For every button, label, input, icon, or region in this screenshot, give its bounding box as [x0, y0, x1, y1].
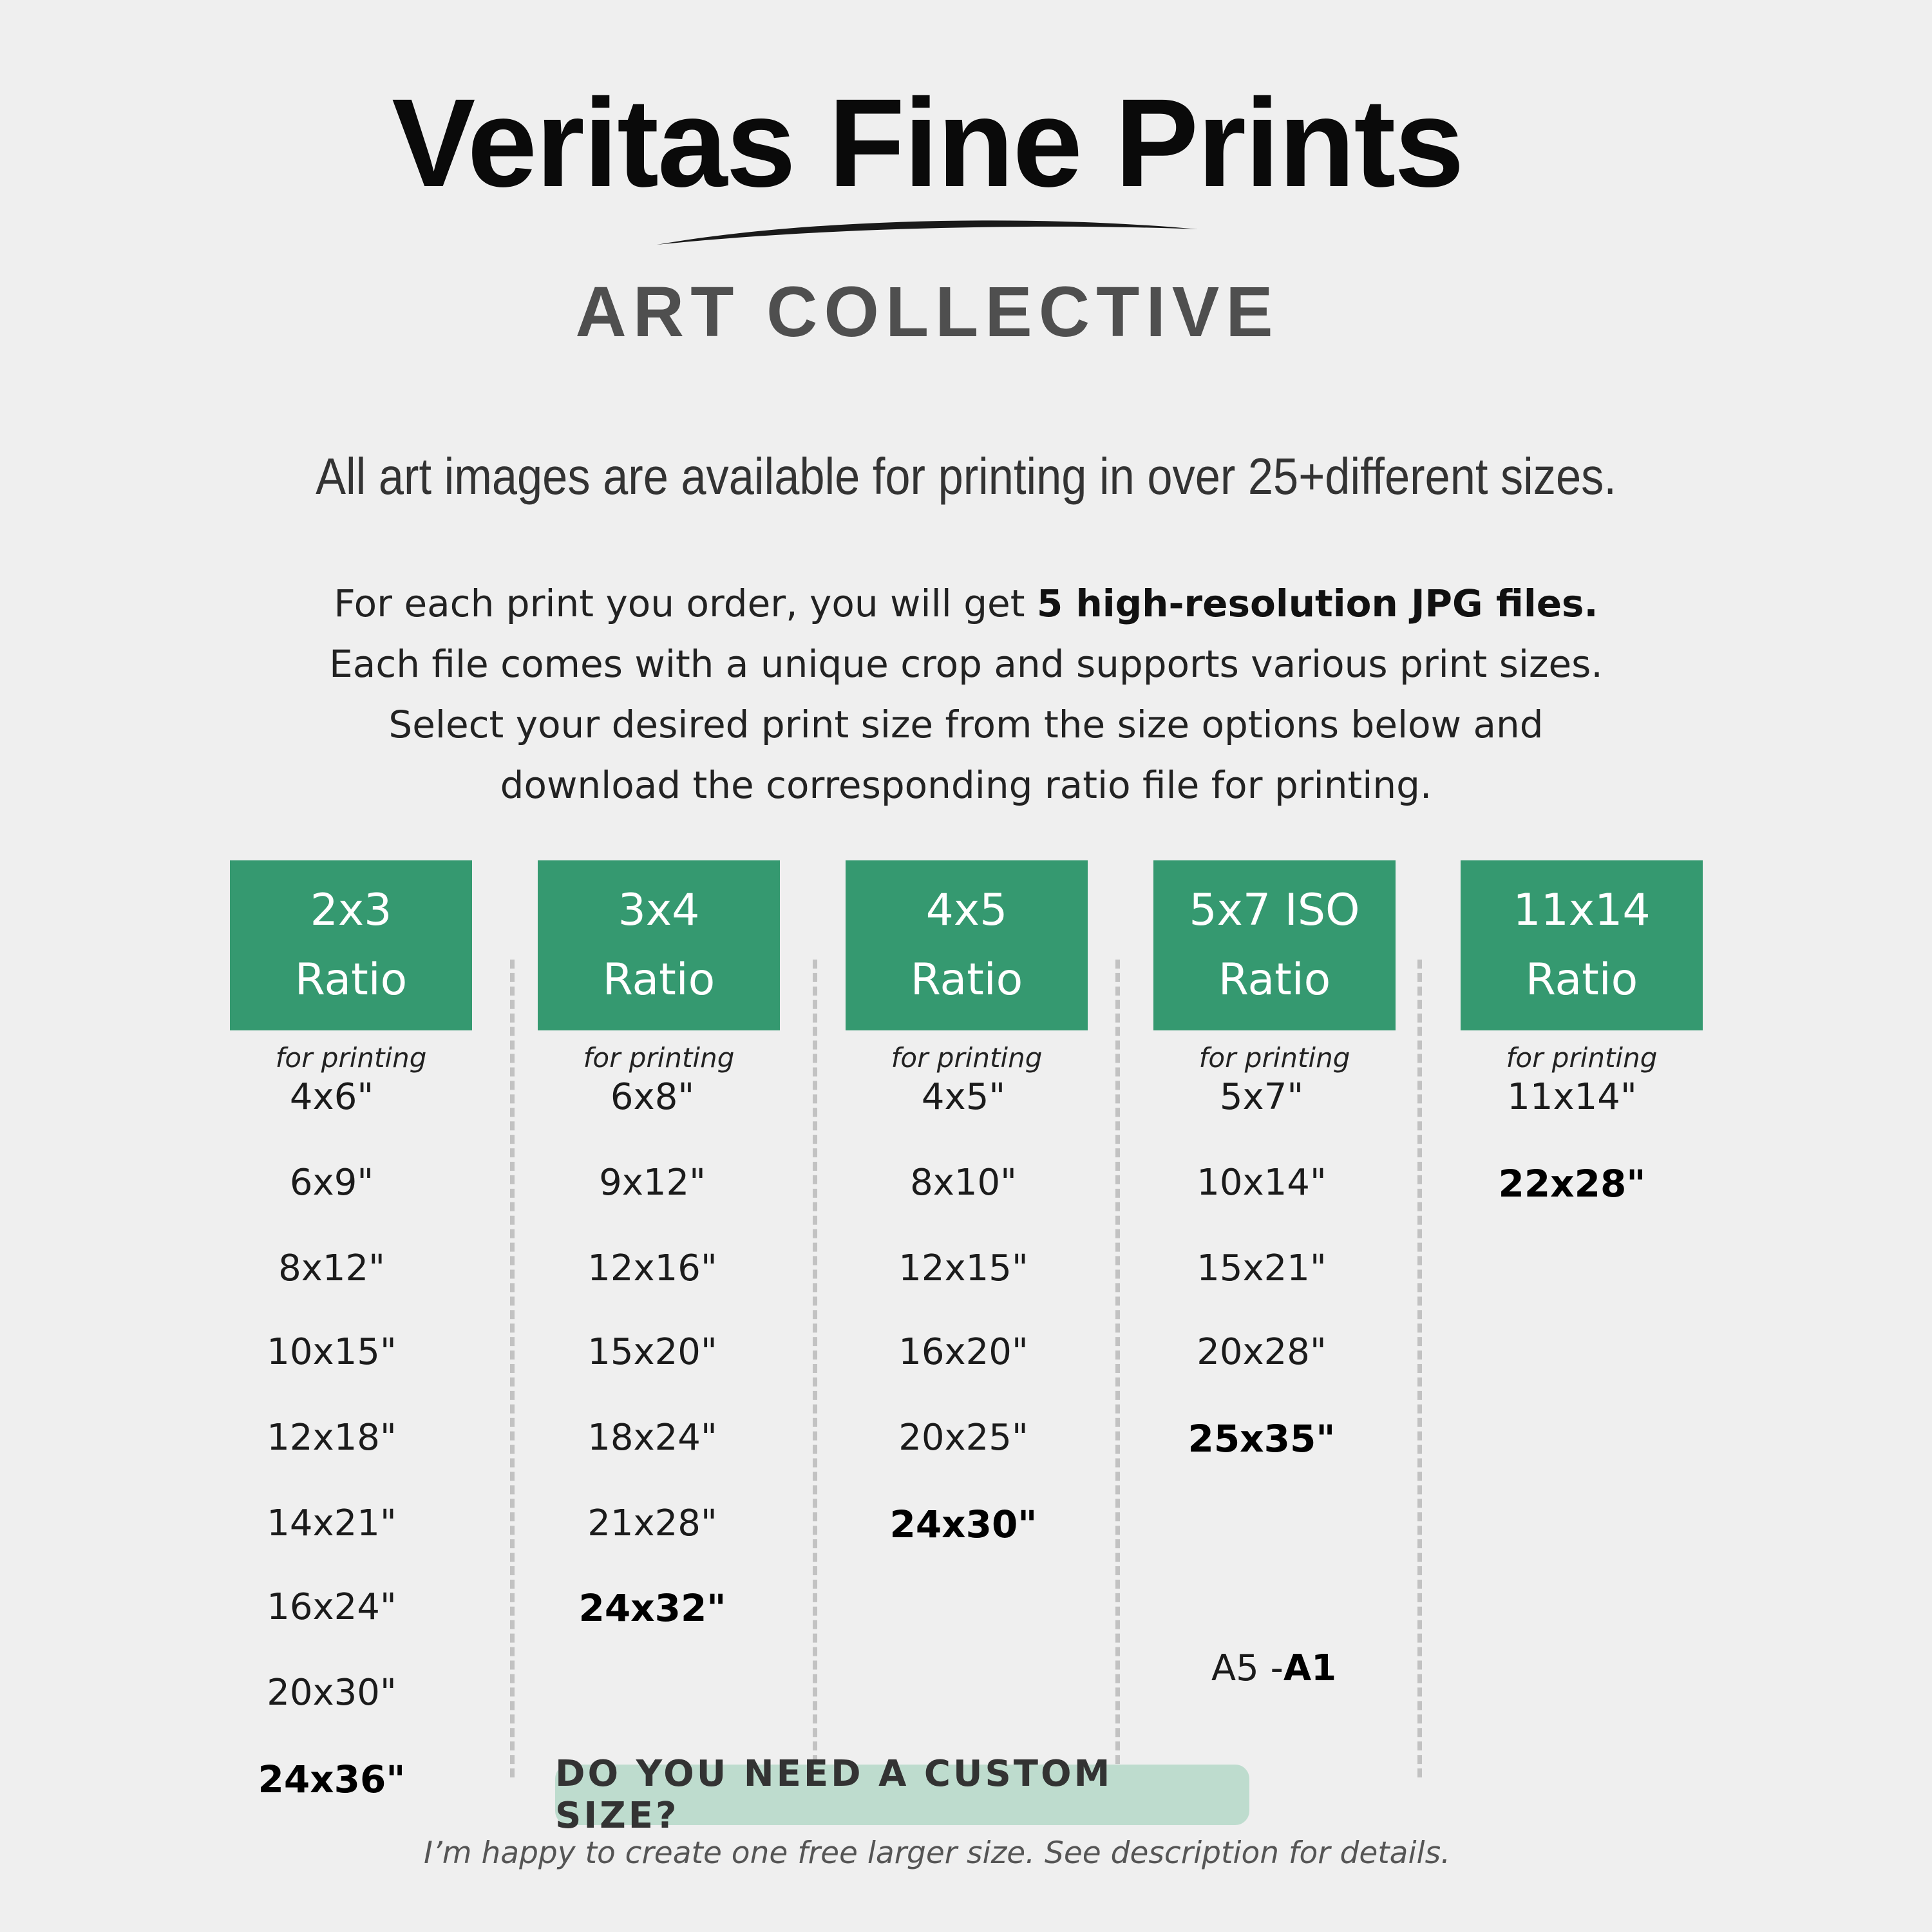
column-divider — [1115, 960, 1120, 1777]
column-divider — [813, 960, 817, 1777]
intro-line-1-text: For each print you order, you will get — [334, 582, 1037, 625]
ratio-name: 5x7 ISO — [1189, 885, 1360, 936]
custom-size-note: I’m happy to create one free larger size. See description for details. — [423, 1835, 1451, 1871]
ratio-column-11x14 — [1461, 860, 1703, 1206]
custom-size-banner: DO YOU NEED A CUSTOM SIZE? — [555, 1765, 1249, 1825]
size-item: 10x14" — [1197, 1162, 1327, 1204]
size-item: 16x24" — [267, 1586, 397, 1628]
intro-line-3: Select your desired print size from the size options below and — [388, 703, 1544, 746]
size-item: 6x8" — [610, 1076, 695, 1118]
ratio-column-4x5 — [846, 860, 1088, 1546]
ratio-column-5x7-iso — [1153, 860, 1396, 1461]
size-item-largest: 24x36" — [258, 1757, 406, 1801]
ratio-caption: for printing — [1506, 1042, 1658, 1074]
column-divider — [510, 960, 515, 1777]
ratio-header — [1461, 860, 1703, 1030]
intro-text — [129, 573, 1803, 815]
size-item: 9x12" — [599, 1162, 706, 1204]
size-item: 20x28" — [1197, 1331, 1327, 1373]
size-item: 6x9" — [289, 1162, 374, 1204]
intro-line-1-bold: 5 high-resolution JPG files. — [1036, 582, 1598, 625]
ratio-label: Ratio — [602, 954, 715, 1005]
size-item: 4x5" — [921, 1076, 1006, 1118]
size-item-largest: 24x30" — [889, 1502, 1037, 1546]
size-item: 14x21" — [267, 1502, 397, 1544]
size-item: 12x18" — [267, 1417, 397, 1459]
ratio-name: 11x14 — [1513, 885, 1651, 936]
ratio-header — [846, 860, 1088, 1030]
ratio-label: Ratio — [1525, 954, 1638, 1005]
size-item: 20x25" — [898, 1417, 1028, 1459]
size-item: 5x7" — [1219, 1076, 1304, 1118]
headline: All art images are available for printing in over 25+different sizes. — [316, 448, 1616, 505]
size-item: 4x6" — [289, 1076, 374, 1118]
size-item-largest: 22x28" — [1498, 1162, 1646, 1206]
ratio-name: 3x4 — [618, 885, 700, 936]
size-item: 12x16" — [587, 1247, 717, 1289]
size-item: 10x15" — [267, 1331, 397, 1373]
ratio-column-2x3 — [230, 860, 472, 1801]
ratio-label: Ratio — [1218, 954, 1331, 1005]
size-item-largest: 25x35" — [1188, 1417, 1336, 1461]
intro-line-2: Each file comes with a unique crop and supports various print sizes. — [329, 642, 1603, 686]
intro-line-1 — [129, 573, 1803, 634]
iso-range-start: A5 - — [1211, 1647, 1283, 1689]
iso-range — [1153, 1647, 1395, 1689]
size-item: 16x20" — [898, 1331, 1028, 1373]
ratio-name: 2x3 — [310, 885, 392, 936]
size-item: 12x15" — [898, 1247, 1028, 1289]
size-item: 15x20" — [587, 1331, 717, 1373]
ratio-header — [230, 860, 472, 1030]
ratio-caption: for printing — [891, 1042, 1043, 1074]
ratio-caption: for printing — [275, 1042, 427, 1074]
column-divider — [1417, 960, 1422, 1777]
intro-line-4: download the corresponding ratio file for printing. — [500, 763, 1432, 807]
ratio-caption: for printing — [1198, 1042, 1350, 1074]
size-item: 11x14" — [1507, 1076, 1637, 1118]
ratio-header — [1153, 860, 1396, 1030]
ratio-column-3x4 — [538, 860, 780, 1630]
size-item: 21x28" — [587, 1502, 717, 1544]
ratio-label: Ratio — [910, 954, 1023, 1005]
ratio-name: 4x5 — [925, 885, 1008, 936]
swoosh-decoration — [650, 218, 1204, 250]
ratio-label: Ratio — [294, 954, 408, 1005]
size-item-largest: 24x32" — [578, 1586, 726, 1630]
size-item: 18x24" — [587, 1417, 717, 1459]
size-item: 8x12" — [278, 1247, 385, 1289]
iso-range-end: A1 — [1283, 1647, 1337, 1689]
brand-subtitle: ART COLLECTIVE — [575, 272, 1280, 352]
size-item: 20x30" — [267, 1672, 397, 1714]
size-item: 15x21" — [1197, 1247, 1327, 1289]
ratio-header — [538, 860, 780, 1030]
ratio-caption: for printing — [583, 1042, 735, 1074]
brand-title: Veritas Fine Prints — [392, 73, 1463, 213]
size-item: 8x10" — [910, 1162, 1017, 1204]
